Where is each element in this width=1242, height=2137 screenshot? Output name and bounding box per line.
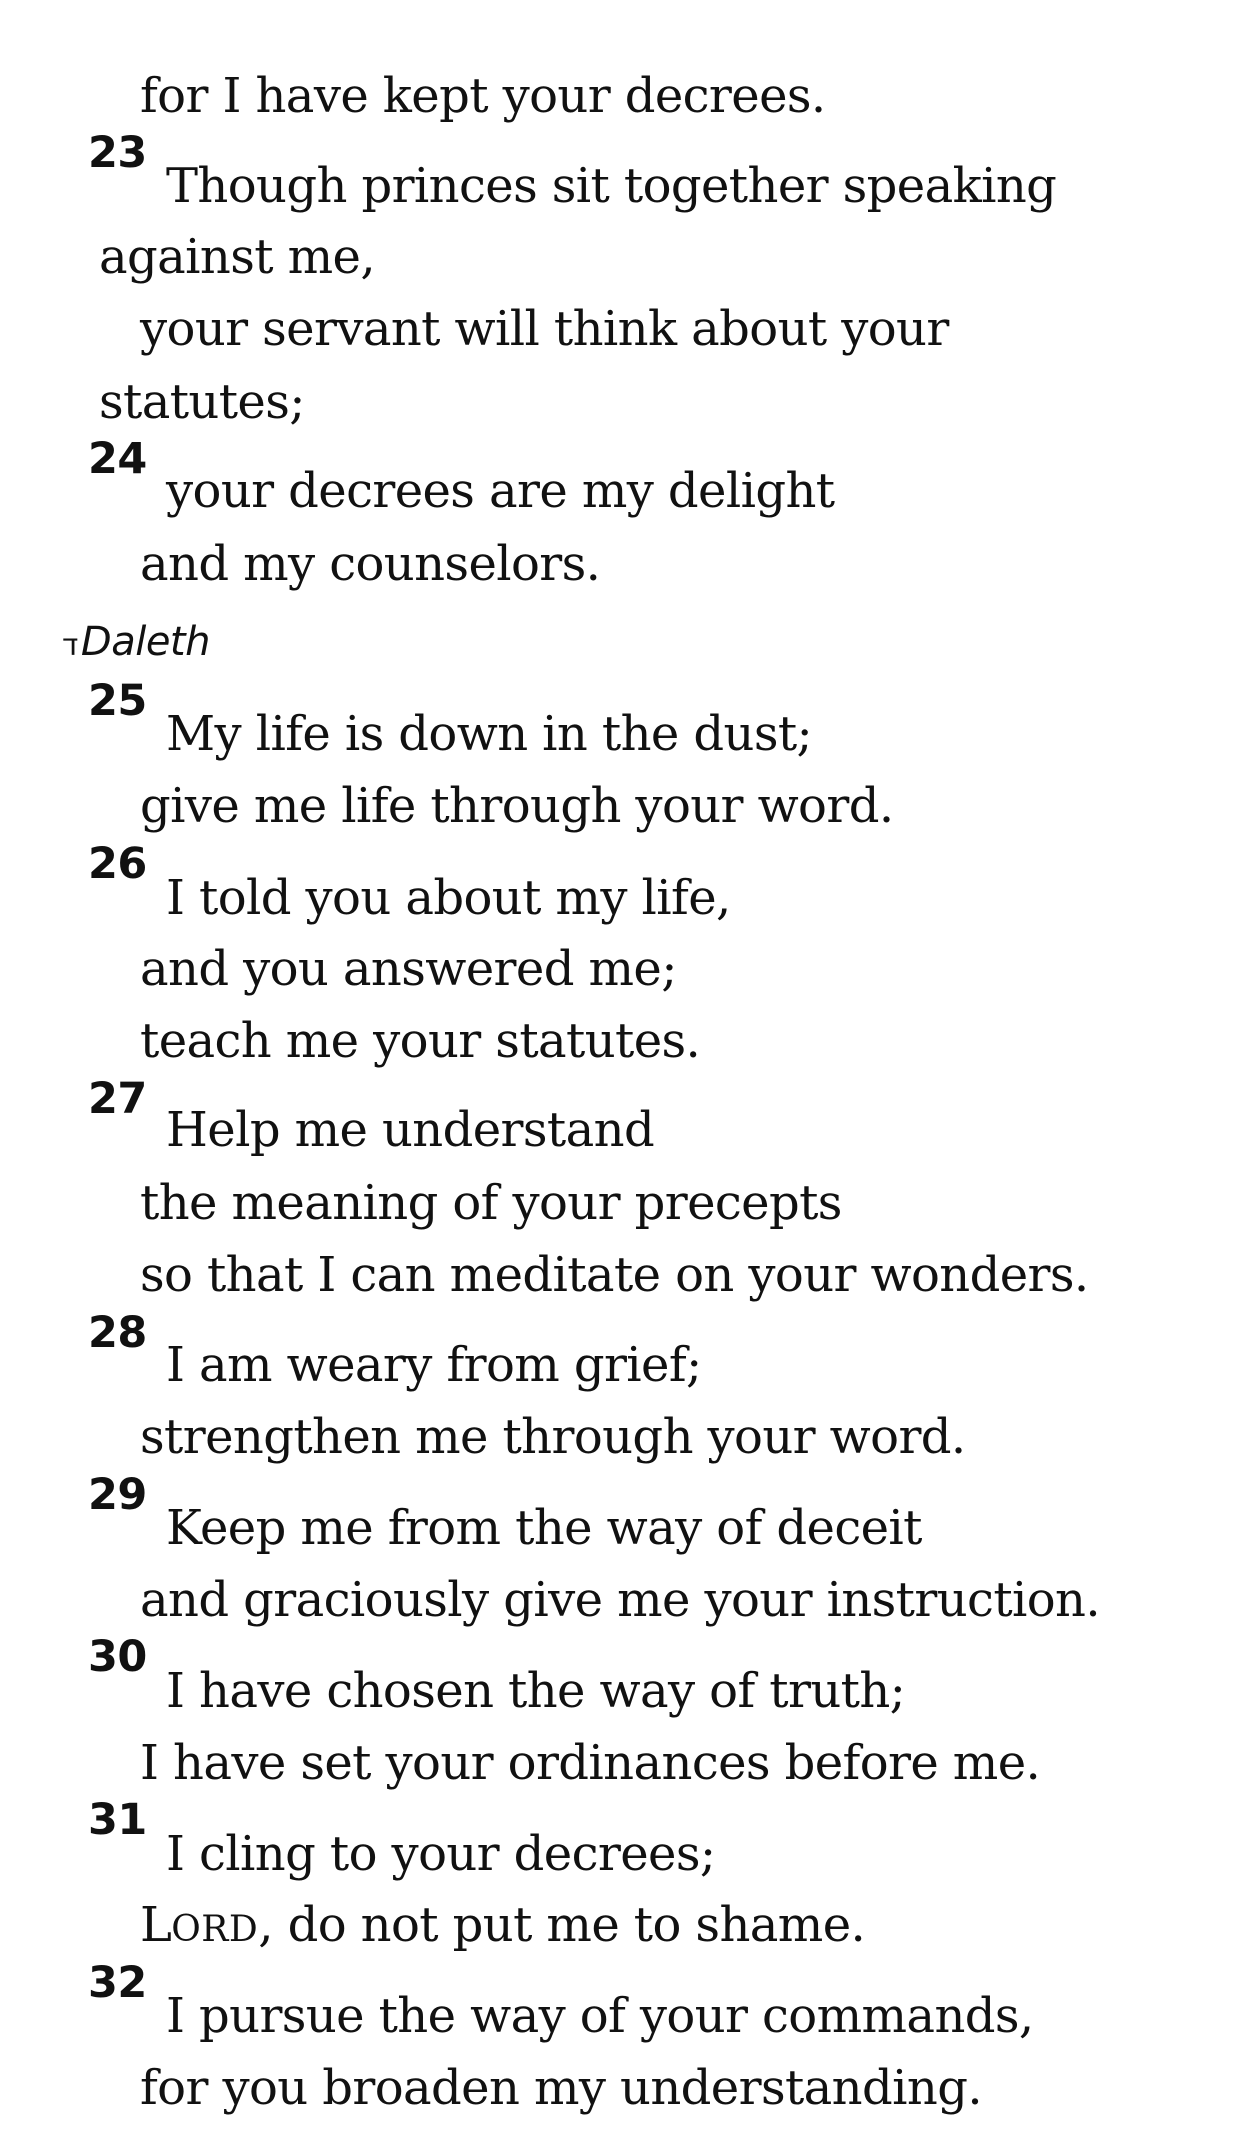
verse-number: 32 xyxy=(88,1958,147,2008)
verse-line: I told you about my life, xyxy=(166,870,731,926)
verse-line: Though princes sit together speaking xyxy=(166,158,1057,214)
verse-number: 26 xyxy=(88,839,147,889)
verse-line: against me, xyxy=(99,229,375,285)
verse-number: 24 xyxy=(88,434,147,484)
verse-number: 23 xyxy=(88,128,147,178)
verse-line: your servant will think about your xyxy=(140,301,949,357)
verse-line: the meaning of your precepts xyxy=(140,1175,842,1231)
verse-line: and my counselors. xyxy=(140,536,601,592)
verse-number: 28 xyxy=(88,1308,147,1358)
verse-22-continuation-line: for I have kept your decrees. xyxy=(140,68,826,124)
verse-line: teach me your statutes. xyxy=(140,1013,701,1069)
verse-number: 25 xyxy=(88,676,147,726)
verse-line: so that I can meditate on your wonders. xyxy=(140,1247,1089,1303)
verse-number: 27 xyxy=(88,1074,147,1124)
verse-line: I pursue the way of your commands, xyxy=(166,1988,1034,2044)
verse-line: statutes; xyxy=(99,374,305,430)
verse-line: strengthen me through your word. xyxy=(140,1409,966,1465)
verse-line: give me life through your word. xyxy=(140,778,894,834)
verse-number: 30 xyxy=(88,1632,147,1682)
verse-line: Keep me from the way of deceit xyxy=(166,1500,922,1556)
verse-line: I am weary from grief; xyxy=(166,1337,702,1393)
verse-line: My life is down in the dust; xyxy=(166,706,813,762)
divine-name-small-caps: ORD xyxy=(171,1909,259,1950)
section-heading xyxy=(62,619,210,665)
verse-line: and graciously give me your instruction. xyxy=(140,1572,1101,1628)
section-heading-name: Daleth xyxy=(80,619,210,665)
verse-line: LORD, do not put me to shame. xyxy=(140,1897,866,1953)
verse-number: 31 xyxy=(88,1795,147,1845)
verse-number: 29 xyxy=(88,1470,147,1520)
verse-line: I cling to your decrees; xyxy=(166,1826,716,1882)
verse-line: I have set your ordinances before me. xyxy=(140,1735,1041,1791)
verse-line: I have chosen the way of truth; xyxy=(166,1663,906,1719)
verse-line: Help me understand xyxy=(166,1102,655,1158)
verse-line: and you answered me; xyxy=(140,941,677,997)
verse-line: your decrees are my delight xyxy=(166,463,835,519)
hebrew-letter: ד xyxy=(62,628,78,663)
verse-line: for you broaden my understanding. xyxy=(140,2060,982,2116)
